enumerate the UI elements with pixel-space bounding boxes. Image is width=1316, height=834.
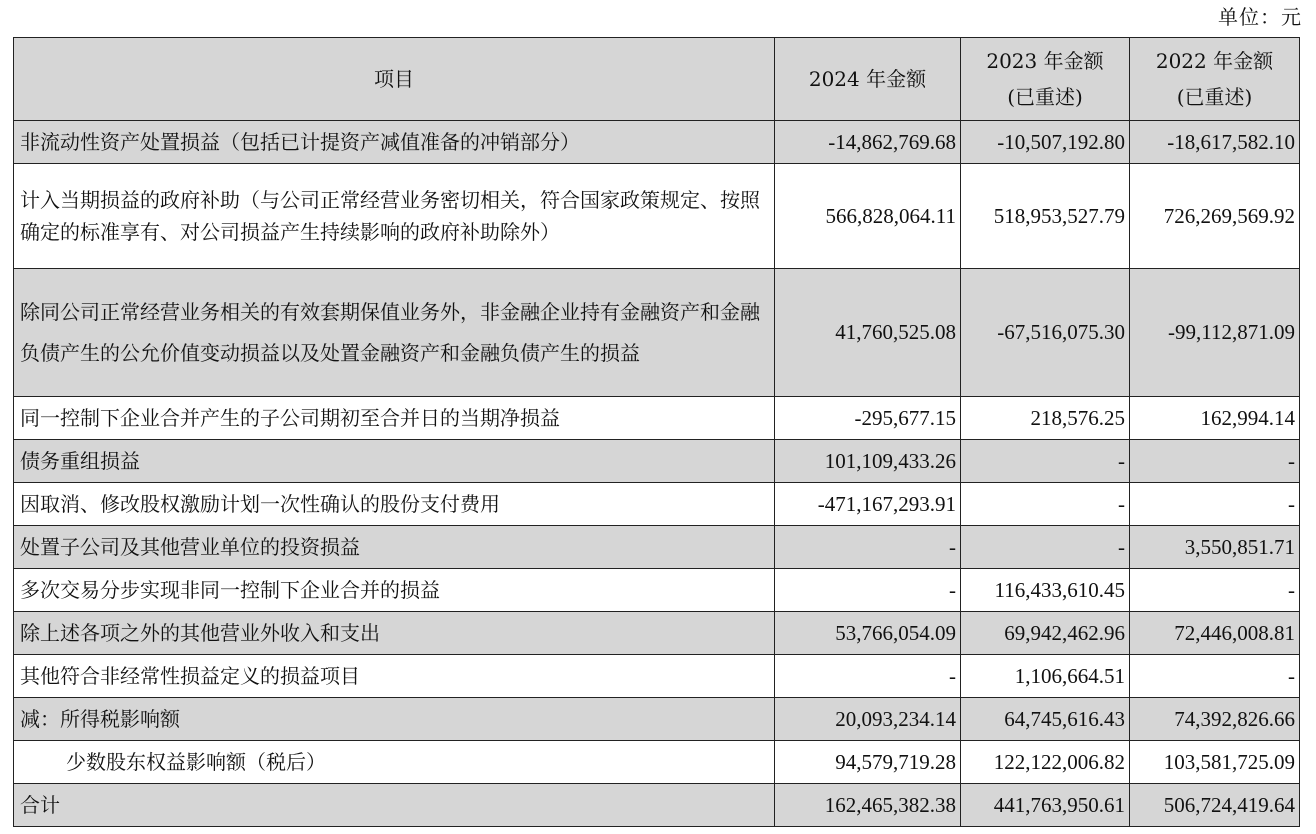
value-2024: - <box>775 655 961 698</box>
non-recurring-gains-table <box>13 37 1300 827</box>
table-row-total <box>14 784 1300 827</box>
value-2022: 162,994.14 <box>1130 397 1300 440</box>
row-label: 除同公司正常经营业务相关的有效套期保值业务外，非金融企业持有金融资产和金融负债产生的公允价值变动损益以及处置金融资产和金融负债产生的损益 <box>14 269 775 397</box>
value-2024: -471,167,293.91 <box>775 483 961 526</box>
value-2022: 3,550,851.71 <box>1130 526 1300 569</box>
header-item: 项目 <box>14 38 775 121</box>
value-2022: - <box>1130 483 1300 526</box>
table-row <box>14 121 1300 164</box>
value-2023: - <box>961 440 1130 483</box>
value-2022: 726,269,569.92 <box>1130 164 1300 269</box>
value-2023: -10,507,192.80 <box>961 121 1130 164</box>
value-2024: 566,828,064.11 <box>775 164 961 269</box>
value-2024: 41,760,525.08 <box>775 269 961 397</box>
row-label: 同一控制下企业合并产生的子公司期初至合并日的当期净损益 <box>14 397 775 440</box>
header-2022-line1: 2022 年金额 <box>1155 49 1274 73</box>
table-row <box>14 612 1300 655</box>
table-row <box>14 655 1300 698</box>
header-2023 <box>961 38 1130 121</box>
value-2023: 441,763,950.61 <box>961 784 1130 827</box>
table-row <box>14 569 1300 612</box>
value-2024: - <box>775 526 961 569</box>
table-row <box>14 164 1300 269</box>
table-row <box>14 526 1300 569</box>
value-2023: 116,433,610.45 <box>961 569 1130 612</box>
value-2023: - <box>961 483 1130 526</box>
table-row <box>14 698 1300 741</box>
value-2024: 20,093,234.14 <box>775 698 961 741</box>
row-label: 除上述各项之外的其他营业外收入和支出 <box>14 612 775 655</box>
value-2022: 506,724,419.64 <box>1130 784 1300 827</box>
value-2024: 101,109,433.26 <box>775 440 961 483</box>
header-2024: 2024 年金额 <box>775 38 961 121</box>
value-2024: 162,465,382.38 <box>775 784 961 827</box>
value-2022: -18,617,582.10 <box>1130 121 1300 164</box>
value-2022: - <box>1130 569 1300 612</box>
table-row <box>14 397 1300 440</box>
row-label: 少数股东权益影响额（税后） <box>14 741 775 784</box>
value-2022: 74,392,826.66 <box>1130 698 1300 741</box>
value-2023: -67,516,075.30 <box>961 269 1130 397</box>
value-2023: - <box>961 526 1130 569</box>
table-row <box>14 741 1300 784</box>
value-2023: 518,953,527.79 <box>961 164 1130 269</box>
header-2022-line2: (已重述) <box>1176 85 1253 109</box>
row-label: 因取消、修改股权激励计划一次性确认的股份支付费用 <box>14 483 775 526</box>
value-2022: - <box>1130 655 1300 698</box>
row-label: 非流动性资产处置损益（包括已计提资产减值准备的冲销部分） <box>14 121 775 164</box>
row-label: 债务重组损益 <box>14 440 775 483</box>
value-2023: 218,576.25 <box>961 397 1130 440</box>
value-2022: - <box>1130 440 1300 483</box>
value-2023: 64,745,616.43 <box>961 698 1130 741</box>
header-2023-line2: (已重述) <box>1007 85 1083 109</box>
table-header-row <box>14 38 1300 121</box>
table-row <box>14 440 1300 483</box>
value-2022: -99,112,871.09 <box>1130 269 1300 397</box>
row-label: 合计 <box>14 784 775 827</box>
table-row <box>14 269 1300 397</box>
row-label: 其他符合非经常性损益定义的损益项目 <box>14 655 775 698</box>
value-2024: - <box>775 569 961 612</box>
table-row <box>14 483 1300 526</box>
row-label: 减：所得税影响额 <box>14 698 775 741</box>
header-2022 <box>1130 38 1300 121</box>
unit-label: 单位：元 <box>1218 5 1302 29</box>
value-2024: 94,579,719.28 <box>775 741 961 784</box>
value-2024: 53,766,054.09 <box>775 612 961 655</box>
value-2022: 72,446,008.81 <box>1130 612 1300 655</box>
row-label: 多次交易分步实现非同一控制下企业合并的损益 <box>14 569 775 612</box>
value-2024: -295,677.15 <box>775 397 961 440</box>
row-label: 处置子公司及其他营业单位的投资损益 <box>14 526 775 569</box>
value-2023: 1,106,664.51 <box>961 655 1130 698</box>
value-2024: -14,862,769.68 <box>775 121 961 164</box>
row-label: 计入当期损益的政府补助（与公司正常经营业务密切相关，符合国家政策规定、按照确定的标准享有、对公司损益产生持续影响的政府补助除外） <box>14 164 775 269</box>
header-2023-line1: 2023 年金额 <box>986 49 1104 73</box>
value-2023: 122,122,006.82 <box>961 741 1130 784</box>
value-2022: 103,581,725.09 <box>1130 741 1300 784</box>
value-2023: 69,942,462.96 <box>961 612 1130 655</box>
